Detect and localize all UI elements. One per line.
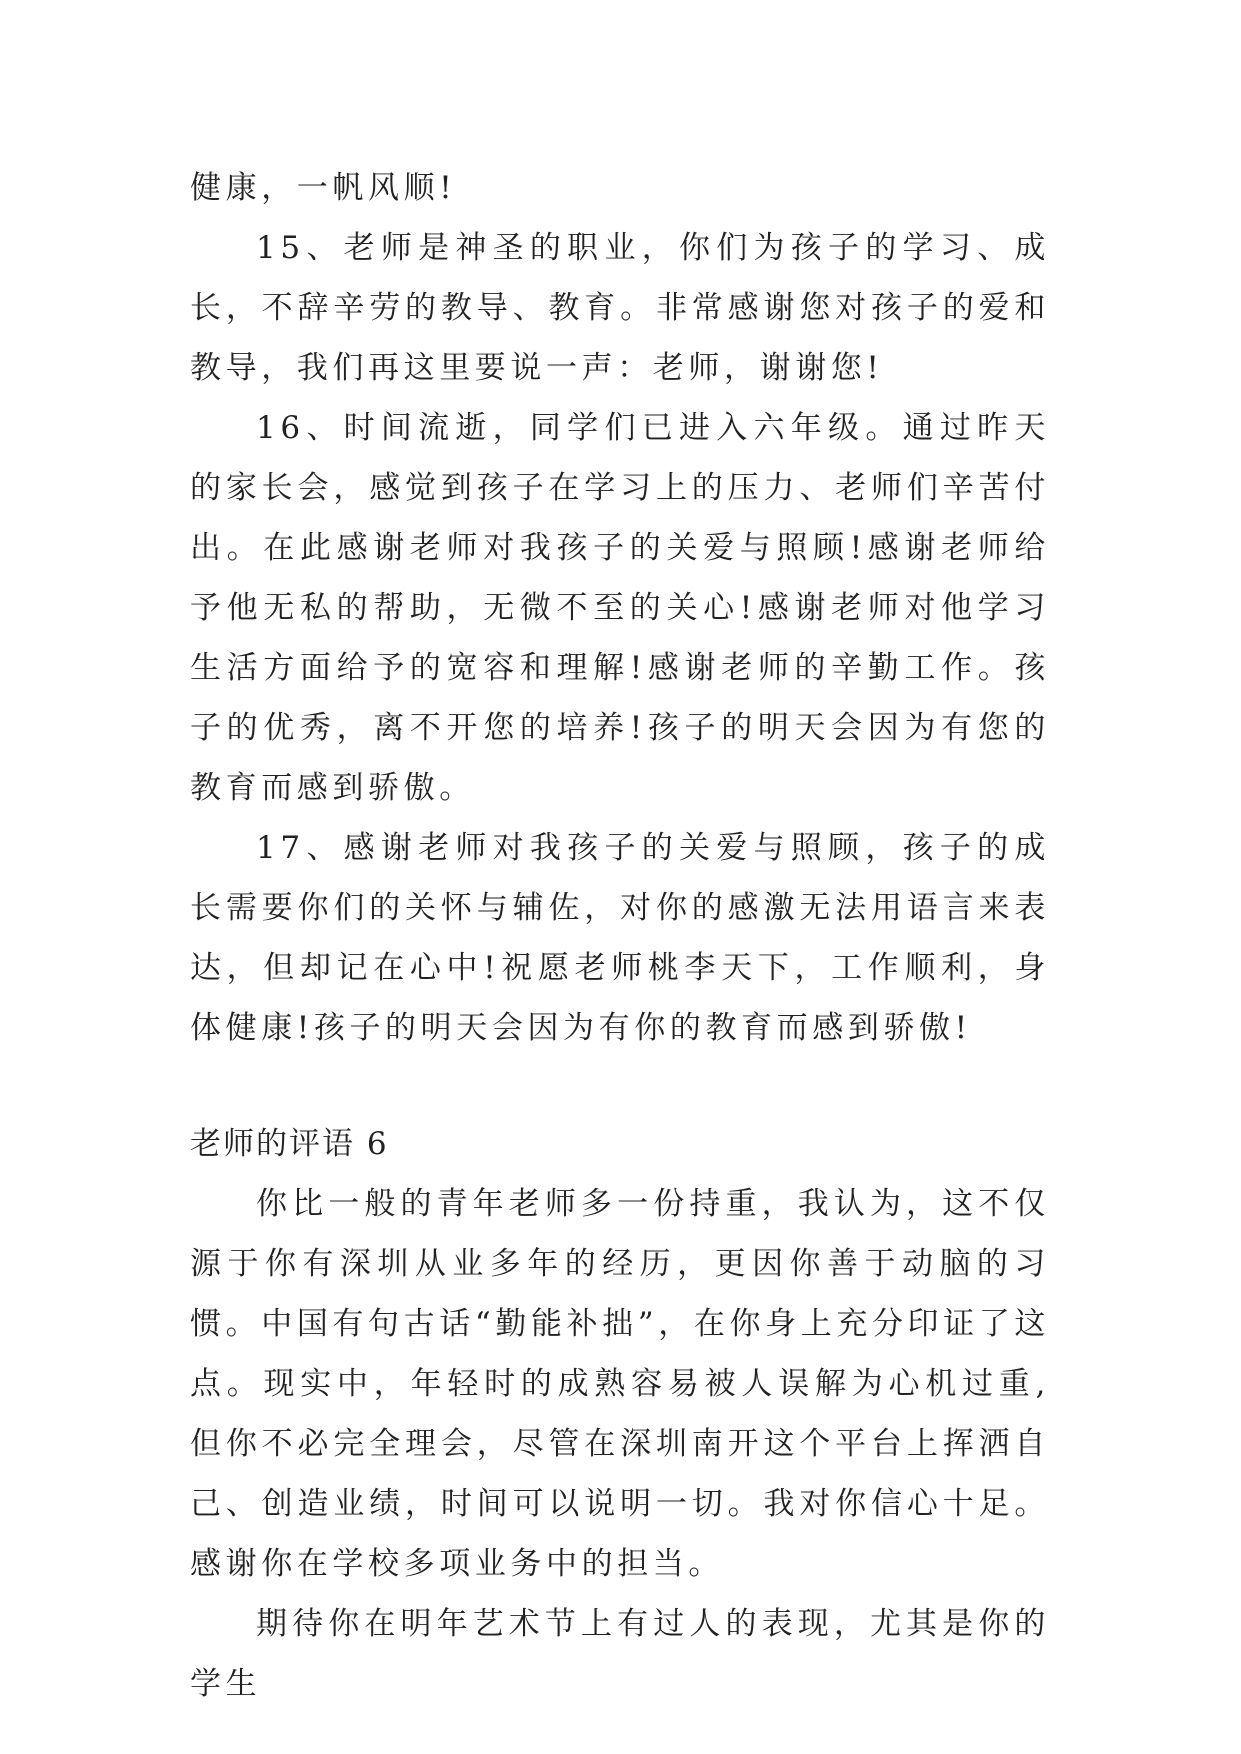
paragraph-comment-1: 你比一般的青年老师多一份持重，我认为，这不仅源于你有深圳从业多年的经历，更因你善于动脑的习惯。中国有句古话“勤能补拙”，在你身上充分印证了这点。现实中，年轻时的成熟容易被人误解为心机过重,但你不必完全理会，尽管在深圳南开这个平台上挥洒自己、创造业绩，时间可以说明一切。我对你信心十足。感谢你在学校多项业务中的担当。 <box>190 1186 1050 1582</box>
paragraph-item-16: 16、时间流逝，同学们已进入六年级。通过昨天的家长会，感觉到孩子在学习上的压力、老师们辛苦付出。在此感谢老师对我孩子的关爱与照顾!感谢老师给予他无私的帮助，无微不至的关心!感谢老师对他学习生活方面给予的宽容和理解!感谢老师的辛勤工作。孩子的优秀，离不开您的培养!孩子的明天会因为有您的教育而感到骄傲。 <box>190 410 1050 806</box>
document-page <box>190 158 1050 1714</box>
section-heading: 老师的评语 6 <box>190 1126 389 1162</box>
paragraph-item-17: 17、感谢老师对我孩子的关爱与照顾，孩子的成长需要你们的关怀与辅佐，对你的感激无法用语言来表达，但却记在心中!祝愿老师桃李天下，工作顺利，身体健康!孩子的明天会因为有你的教育而感到骄傲! <box>190 830 1050 1046</box>
paragraph-comment-2: 期待你在明年艺术节上有过人的表现，尤其是你的学生 <box>190 1606 1050 1702</box>
paragraph-closing-line: 健康，一帆风顺! <box>190 170 457 206</box>
paragraph-item-15: 15、老师是神圣的职业，你们为孩子的学习、成长，不辞辛劳的教导、教育。非常感谢您对孩子的爱和教导，我们再这里要说一声：老师，谢谢您! <box>190 230 1050 386</box>
section-spacer <box>190 1058 1050 1114</box>
